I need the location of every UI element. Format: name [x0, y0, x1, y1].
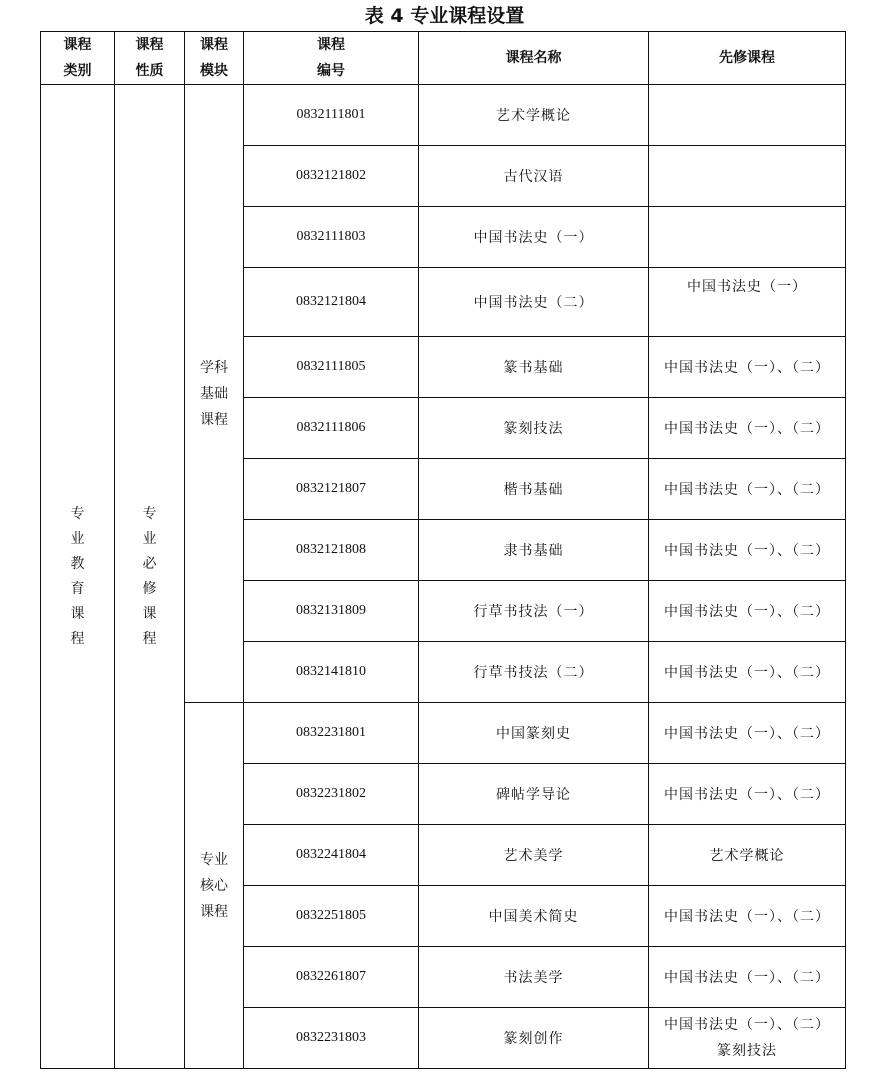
- course-prereq: 中国书法史（一）、（二）: [649, 703, 846, 764]
- module-basic-cell: 学科基础课程: [185, 85, 244, 703]
- course-prereq: 中国书法史（一）、（二）: [649, 642, 846, 703]
- header-module: 课程模块: [185, 32, 244, 85]
- course-code: 0832121807: [244, 459, 419, 520]
- course-code: 0832121808: [244, 520, 419, 581]
- module-core-cell: 专业核心课程: [185, 703, 244, 1069]
- course-prereq: 中国书法史（一）、（二）: [649, 520, 846, 581]
- course-prereq: [649, 85, 846, 146]
- course-code: 0832121802: [244, 146, 419, 207]
- table-title: 表 4 专业课程设置: [364, 5, 525, 27]
- category-cell: 专业教育课程: [41, 85, 115, 1069]
- course-name: 行草书技法（二）: [419, 642, 649, 703]
- course-code: 0832241804: [244, 825, 419, 886]
- course-table: [40, 31, 846, 1069]
- table-row: [41, 85, 846, 146]
- course-code: 0832131809: [244, 581, 419, 642]
- course-prereq: 中国书法史（一）、（二）: [649, 886, 846, 947]
- header-category: 课程类别: [41, 32, 115, 85]
- course-name: 艺术美学: [419, 825, 649, 886]
- course-code: 0832231802: [244, 764, 419, 825]
- course-name: 篆书基础: [419, 337, 649, 398]
- course-prereq: 中国书法史（一）、（二）: [649, 398, 846, 459]
- course-code: 0832261807: [244, 947, 419, 1008]
- course-name: 篆刻创作: [419, 1008, 649, 1069]
- course-code: 0832111806: [244, 398, 419, 459]
- course-name: 中国书法史（二）: [419, 268, 649, 337]
- header-row: [41, 32, 846, 85]
- course-code: 0832121804: [244, 268, 419, 337]
- course-code: 0832111805: [244, 337, 419, 398]
- course-prereq: 中国书法史（一）、（二）: [649, 337, 846, 398]
- header-prereq: 先修课程: [649, 32, 846, 85]
- course-code: 0832111801: [244, 85, 419, 146]
- header-nature: 课程性质: [115, 32, 185, 85]
- course-prereq: 艺术学概论: [649, 825, 846, 886]
- course-prereq: 中国书法史（一）: [649, 268, 846, 337]
- course-name: 楷书基础: [419, 459, 649, 520]
- course-code: 0832231803: [244, 1008, 419, 1069]
- course-code: 0832141810: [244, 642, 419, 703]
- course-code: 0832231801: [244, 703, 419, 764]
- course-prereq: 中国书法史（一）、（二）: [649, 581, 846, 642]
- nature-cell: 专业必修课程: [115, 85, 185, 1069]
- course-name: 行草书技法（一）: [419, 581, 649, 642]
- header-code: 课程编号: [244, 32, 419, 85]
- course-prereq: 中国书法史（一）、（二）: [649, 459, 846, 520]
- course-name: 艺术学概论: [419, 85, 649, 146]
- course-name: 篆刻技法: [419, 398, 649, 459]
- course-name: 中国美术简史: [419, 886, 649, 947]
- course-code: 0832251805: [244, 886, 419, 947]
- course-prereq: [649, 146, 846, 207]
- course-prereq: [649, 1008, 846, 1069]
- course-code: 0832111803: [244, 207, 419, 268]
- course-prereq-line2: 篆刻技法: [717, 1043, 777, 1059]
- course-name: 中国篆刻史: [419, 703, 649, 764]
- course-name: 书法美学: [419, 947, 649, 1008]
- course-name: 中国书法史（一）: [419, 207, 649, 268]
- course-name: 隶书基础: [419, 520, 649, 581]
- course-name: 碑帖学导论: [419, 764, 649, 825]
- course-prereq: 中国书法史（一）、（二）: [649, 764, 846, 825]
- course-prereq: 中国书法史（一）、（二）: [649, 947, 846, 1008]
- course-prereq: [649, 207, 846, 268]
- header-name: 课程名称: [419, 32, 649, 85]
- course-name: 古代汉语: [419, 146, 649, 207]
- course-prereq-line1: 中国书法史（一）、（二）: [664, 1017, 830, 1033]
